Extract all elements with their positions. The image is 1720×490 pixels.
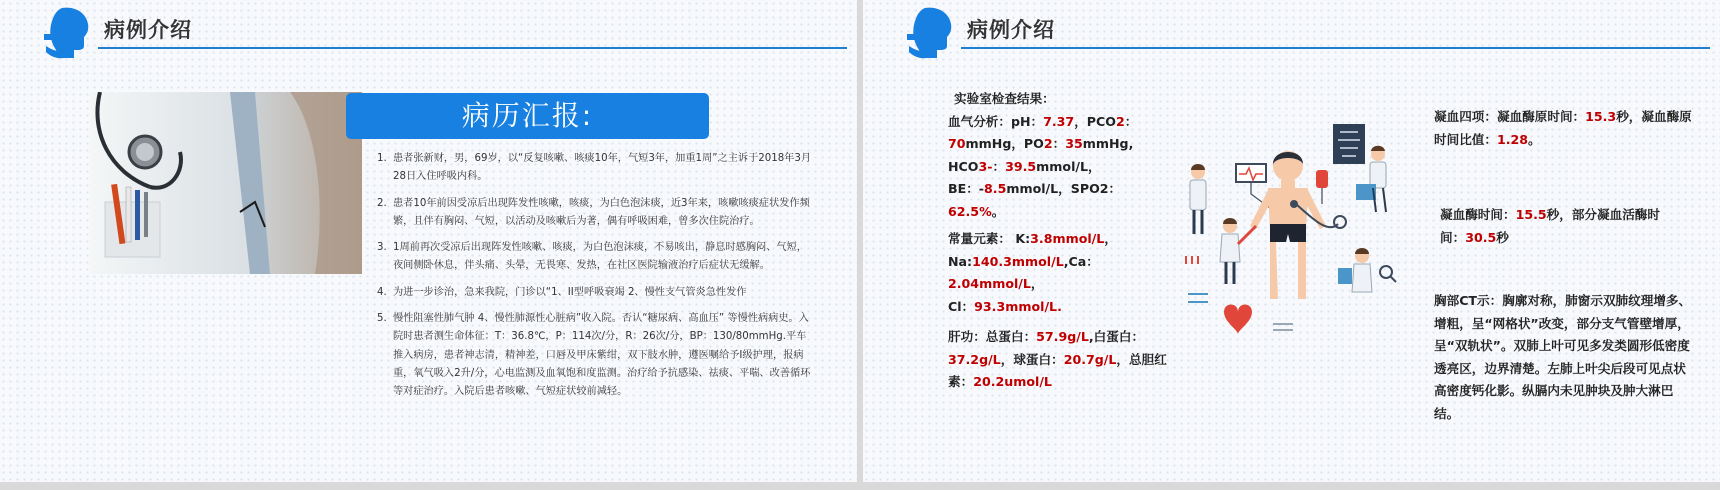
list-item <box>377 284 812 302</box>
k-value: 3.8mmol/L <box>1030 231 1105 246</box>
list-item <box>377 239 812 276</box>
hco3-sub: 3- <box>978 158 993 174</box>
aptt-label: 秒，部分凝血活酶时间： <box>1440 207 1660 245</box>
tt-value: 15.5 <box>1515 207 1547 222</box>
be-value: 8.5 <box>984 181 1007 197</box>
list-item <box>377 195 812 232</box>
cl-value: 93.3mmol/L. <box>974 298 1062 314</box>
right-slide <box>863 0 1720 482</box>
lab-heading: 实验室检查结果： <box>954 91 1055 106</box>
k-end: ， <box>1104 231 1117 246</box>
history-banner: 病历汇报: <box>346 93 709 139</box>
spo2-value: 62.5% <box>948 203 992 219</box>
doctor-stethoscope-photo <box>90 92 362 274</box>
electrolytes-label: 常量元素： K: <box>948 231 1031 246</box>
na-value: 140.3mmol/L <box>972 253 1064 269</box>
hco3-value: 39.5 <box>1005 158 1037 174</box>
po2-colon: ： <box>1052 136 1066 152</box>
left-slide <box>0 0 857 482</box>
electrolytes-block <box>948 228 1174 318</box>
list-item-number: 2. <box>377 197 387 209</box>
coagulation-time-block <box>1440 204 1665 249</box>
pco2-unit: mmHg，PO <box>965 136 1044 152</box>
coag4-label: 凝血四项：凝血酶原时间： <box>1434 109 1586 124</box>
list-item-number: 5. <box>377 313 387 325</box>
spo2-end: 。 <box>991 203 1005 219</box>
medical-checkup-illustration <box>1178 124 1406 352</box>
ct-findings-block: 胸部CT示：胸廓对称，肺窗示双肺纹理增多、增粗，呈“网格状”改变，部分支气管壁增厚，呈“双轨状”。双肺上叶可见多发类圆形低密度透亮区，边界清楚。左肺上叶尖后段可见点状高密度钙化影。纵膈内未见肿块及肿大淋巴结。 <box>1434 293 1692 421</box>
coagulation-four-block <box>1434 106 1694 151</box>
pco2-label: ，PCO <box>1074 113 1116 129</box>
pt-value: 15.3 <box>1585 109 1617 124</box>
list-item-number: 1. <box>377 153 387 164</box>
globulin-label: ，球蛋白： <box>1000 351 1064 367</box>
coag4-end: 。 <box>1528 131 1541 147</box>
lab-results-block <box>948 88 1174 224</box>
bilirubin-label: ，总胆红素： <box>948 351 1167 390</box>
list-item-number: 3. <box>377 242 387 254</box>
list-item-text: 患者10年前因受凉后出现阵发性咳嗽，咳痰，为白色泡沫痰，近3年来，咳嗽咳痰症状发作频繁，且伴有胸闷、气短，以活动及咳嗽后为著，偶有呼吸困难，曾多次住院治疗。 <box>393 197 810 227</box>
history-list <box>377 150 812 410</box>
aptt-unit: 秒 <box>1496 229 1509 245</box>
liver-function-block <box>948 326 1174 394</box>
albumin-value: 37.2g/L <box>948 351 1001 367</box>
head-profile-logo-icon <box>903 6 959 66</box>
list-item-text: 为进一步诊治，急来我院，门诊以“1、II型呼吸衰竭 2、慢性支气管炎急性发作 <box>393 286 747 298</box>
pco2-value: 70 <box>948 136 966 152</box>
head-profile-logo-icon <box>40 6 96 66</box>
pt-ratio-value: 1.28 <box>1496 131 1529 147</box>
be-unit: mmol/L，SPO2： <box>1006 181 1122 197</box>
po2-value: 35 <box>1065 136 1083 152</box>
hco3-colon: ： <box>992 158 1006 174</box>
list-item-number: 4. <box>377 286 387 298</box>
list-item <box>377 150 812 187</box>
ca-value: 2.04mmol/L <box>948 276 1031 292</box>
tt-label: 凝血酶时间： <box>1440 207 1516 222</box>
globulin-value: 20.7g/L <box>1063 351 1117 367</box>
blood-gas-text <box>948 111 1174 224</box>
blood-gas-label: 血气分析：pH： <box>948 113 1044 129</box>
page-title: 病例介绍 <box>104 18 192 42</box>
title-underline <box>98 47 847 49</box>
po2-sub: 2 <box>1043 136 1053 152</box>
hco3-unit: mmol/L，BE：- <box>948 158 1101 197</box>
na-label: Na: <box>948 253 973 269</box>
aptt-value: 30.5 <box>1465 229 1497 245</box>
pco2-colon: ： <box>1124 113 1138 129</box>
page-title: 病例介绍 <box>967 18 1055 42</box>
ca-end: ， <box>1030 276 1044 292</box>
ca-label: ,Ca： <box>1063 253 1099 269</box>
liver-label: 肝功：总蛋白： <box>948 329 1037 344</box>
list-item-text: 慢性阻塞性肺气肿 4、慢性肺源性心脏病”收入院。否认“糖尿病、高血压” 等慢性病病史。入院时患者测生命体征：T：36.8℃，P：114次/分，R：26次/分，BP：130/80mmHg.平车推入病房，患者神志清，精神差，口唇及甲床紫绀，双下肢水肿，遵医嘱给予Ⅰ级护理，报病重，氧气吸入2升/分，心电监测及血氧饱和度监测。治疗给予抗感染、祛痰、平喘、改善循环等对症治疗。入院后患者咳嗽、气短症状较前减轻。 <box>393 313 811 398</box>
total-protein-value: 57.9g/L <box>1036 329 1089 344</box>
title-underline <box>961 47 1710 49</box>
po2-unit: mmHg, <box>1082 136 1134 152</box>
list-item-text: 患者张新财，男，69岁，以“反复咳嗽、咳痰10年，气短3年，加重1周”之主诉于2018年3月28日入住呼吸内科。 <box>393 153 812 183</box>
pt-unit: 秒，凝血酶原时间比值： <box>1434 109 1692 147</box>
ph-value: 7.37 <box>1043 113 1075 129</box>
list-item-text: 1周前再次受凉后出现阵发性咳嗽、咳痰，为白色泡沫痰，不易咳出，静息时感胸闷、气短，夜间侧卧休息，伴头痛、头晕，无畏寒、发热，在社区医院输液治疗后症状无缓解。 <box>393 242 807 272</box>
pco2-sub: 2 <box>1115 113 1125 129</box>
bilirubin-value: 20.2umol/L <box>973 374 1052 390</box>
cl-label: Cl： <box>948 298 975 314</box>
albumin-label: ,白蛋白： <box>1088 329 1145 344</box>
hco3-label: HCO <box>948 158 979 174</box>
list-item <box>377 310 812 401</box>
